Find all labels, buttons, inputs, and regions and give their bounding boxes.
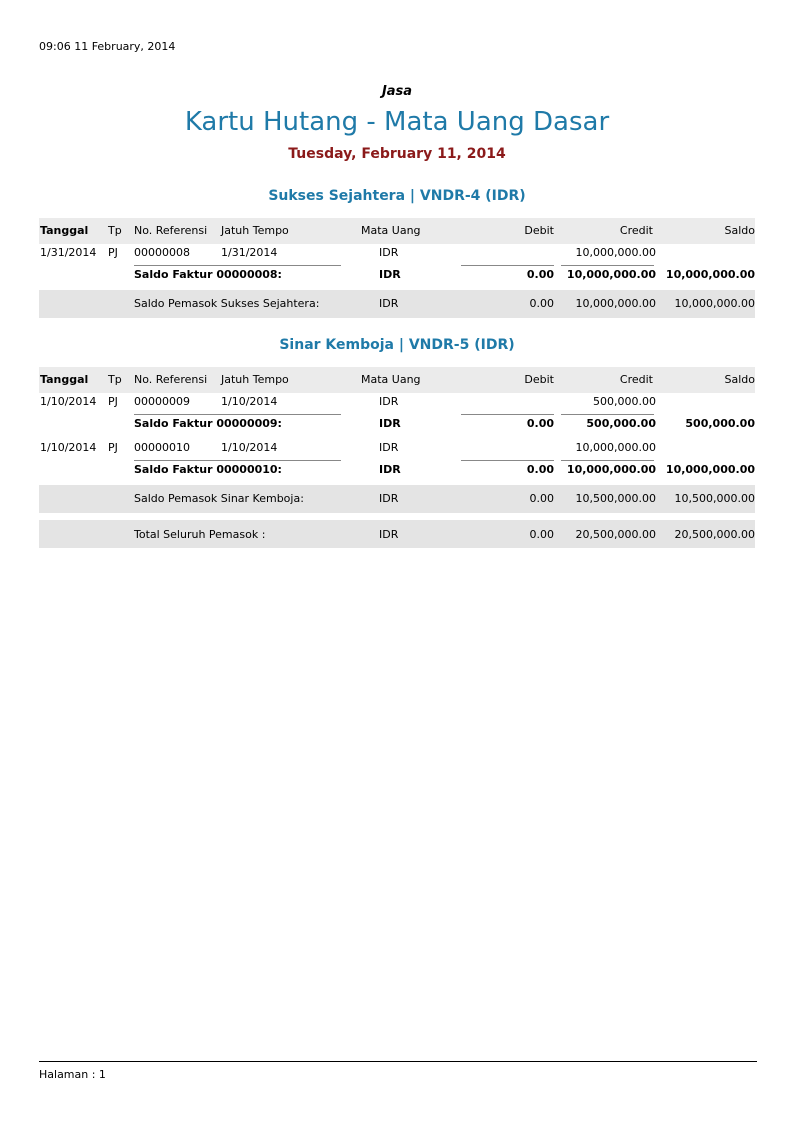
grand-total-debit: 0.00 xyxy=(529,528,554,541)
col-credit: Credit xyxy=(619,373,653,386)
subtotal-mata-uang: IDR xyxy=(379,268,401,281)
vendor-total-mata-uang: IDR xyxy=(379,492,399,505)
cell-referensi: 00000008 xyxy=(134,246,190,259)
cell-credit: 10,000,000.00 xyxy=(575,246,656,259)
report-date: Tuesday, February 11, 2014 xyxy=(288,146,506,162)
cell-referensi: 00000010 xyxy=(134,441,190,454)
vendor-total-credit: 10,500,000.00 xyxy=(575,492,656,505)
grand-total-saldo: 20,500,000.00 xyxy=(674,528,755,541)
report-timestamp: 09:06 11 February, 2014 xyxy=(39,40,176,53)
col-tp: Tp xyxy=(108,224,122,237)
vendor-total-label: Saldo Pemasok Sinar Kemboja: xyxy=(134,492,304,505)
vendor-total-mata-uang: IDR xyxy=(379,297,399,310)
cell-tp: PJ xyxy=(108,246,118,259)
footer-divider xyxy=(39,1061,757,1062)
cell-credit: 500,000.00 xyxy=(593,395,656,408)
col-saldo: Saldo xyxy=(724,373,755,386)
grand-total-mata-uang: IDR xyxy=(379,528,399,541)
cell-tanggal: 1/31/2014 xyxy=(40,246,97,259)
cell-referensi: 00000009 xyxy=(134,395,190,408)
subtotal-credit: 10,000,000.00 xyxy=(566,463,656,476)
cell-mata-uang: IDR xyxy=(379,246,399,259)
cell-credit: 10,000,000.00 xyxy=(575,441,656,454)
subtotal-debit: 0.00 xyxy=(526,417,554,430)
cell-jatuh-tempo: 1/31/2014 xyxy=(221,246,278,259)
company-name: Jasa xyxy=(381,84,413,99)
col-saldo: Saldo xyxy=(724,224,755,237)
page-number: Halaman : 1 xyxy=(39,1068,106,1081)
cell-tanggal: 1/10/2014 xyxy=(40,441,97,454)
subtotal-divider xyxy=(134,414,341,415)
grand-total-label: Total Seluruh Pemasok : xyxy=(134,528,266,541)
subtotal-saldo: 500,000.00 xyxy=(685,417,755,430)
subtotal-label: Saldo Faktur 00000008: xyxy=(134,268,282,281)
vendor-total-row xyxy=(39,290,755,318)
col-referensi: No. Referensi xyxy=(134,373,208,386)
table-header xyxy=(39,218,755,244)
subtotal-saldo: 10,000,000.00 xyxy=(665,463,755,476)
invoice-block xyxy=(39,395,755,435)
cell-mata-uang: IDR xyxy=(379,395,399,408)
col-mata-uang: Mata Uang xyxy=(361,373,421,386)
subtotal-divider xyxy=(561,460,654,461)
vendor-header: Sukses Sejahtera | VNDR-4 (IDR) xyxy=(268,188,526,204)
cell-jatuh-tempo: 1/10/2014 xyxy=(221,441,278,454)
subtotal-divider xyxy=(461,265,554,266)
subtotal-divider xyxy=(134,265,341,266)
subtotal-divider xyxy=(134,460,341,461)
subtotal-mata-uang: IDR xyxy=(379,417,401,430)
grand-total-row xyxy=(39,520,755,548)
col-mata-uang: Mata Uang xyxy=(361,224,421,237)
subtotal-credit: 500,000.00 xyxy=(586,417,656,430)
invoice-block xyxy=(39,246,755,286)
vendor-total-label: Saldo Pemasok Sukses Sejahtera: xyxy=(134,297,320,310)
subtotal-credit: 10,000,000.00 xyxy=(566,268,656,281)
subtotal-mata-uang: IDR xyxy=(379,463,401,476)
cell-tp: PJ xyxy=(108,441,118,454)
vendor-total-saldo: 10,500,000.00 xyxy=(674,492,755,505)
col-credit: Credit xyxy=(619,224,653,237)
vendor-total-debit: 0.00 xyxy=(529,297,554,310)
vendor-total-saldo: 10,000,000.00 xyxy=(674,297,755,310)
subtotal-label: Saldo Faktur 00000009: xyxy=(134,417,282,430)
subtotal-divider xyxy=(461,414,554,415)
cell-jatuh-tempo: 1/10/2014 xyxy=(221,395,278,408)
cell-tanggal: 1/10/2014 xyxy=(40,395,97,408)
col-debit: Debit xyxy=(524,224,554,237)
table-header xyxy=(39,367,755,393)
grand-total-credit: 20,500,000.00 xyxy=(575,528,656,541)
cell-mata-uang: IDR xyxy=(379,441,399,454)
vendor-total-debit: 0.00 xyxy=(529,492,554,505)
col-tanggal: Tanggal xyxy=(40,373,89,386)
col-debit: Debit xyxy=(524,373,554,386)
subtotal-debit: 0.00 xyxy=(526,463,554,476)
subtotal-label: Saldo Faktur 00000010: xyxy=(134,463,282,476)
subtotal-divider xyxy=(561,414,654,415)
vendor-total-row xyxy=(39,485,755,513)
subtotal-divider xyxy=(561,265,654,266)
col-referensi: No. Referensi xyxy=(134,224,208,237)
cell-tp: PJ xyxy=(108,395,118,408)
col-jatuh-tempo: Jatuh Tempo xyxy=(221,224,289,237)
subtotal-divider xyxy=(461,460,554,461)
col-tanggal: Tanggal xyxy=(40,224,89,237)
subtotal-saldo: 10,000,000.00 xyxy=(665,268,755,281)
subtotal-debit: 0.00 xyxy=(526,268,554,281)
invoice-block xyxy=(39,441,755,481)
col-tp: Tp xyxy=(108,373,122,386)
report-title: Kartu Hutang - Mata Uang Dasar xyxy=(184,107,610,137)
vendor-header: Sinar Kemboja | VNDR-5 (IDR) xyxy=(279,337,515,353)
col-jatuh-tempo: Jatuh Tempo xyxy=(221,373,289,386)
vendor-total-credit: 10,000,000.00 xyxy=(575,297,656,310)
